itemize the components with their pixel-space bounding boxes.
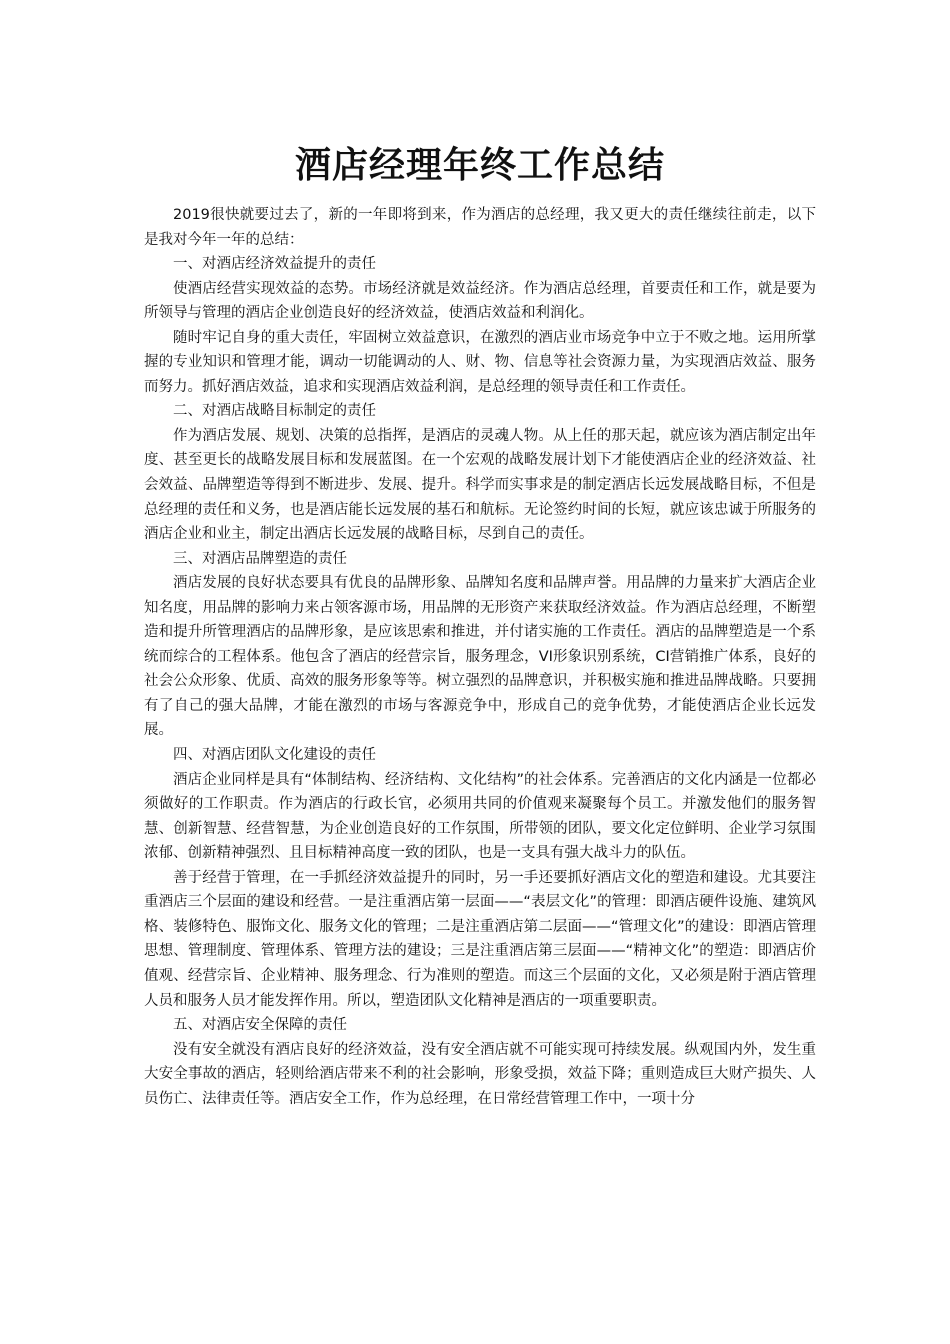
section-heading-4: 四、对酒店团队文化建设的责任 — [173, 747, 376, 764]
section-heading-5: 五、对酒店安全保障的责任 — [173, 1017, 347, 1034]
paragraph: 使酒店经营实现效益的态势。市场经济就是效益经济。作为酒店总经理，首要责任和工作，就是要为所领导与管理的酒店企业创造良好的经济效益，使酒店效益和利润化。 — [144, 280, 816, 322]
section-heading-1: 一、对酒店经济效益提升的责任 — [173, 256, 376, 273]
document-title: 酒店经理年终工作总结 — [294, 145, 665, 186]
paragraph: 酒店发展的良好状态要具有优良的品牌形象、品牌知名度和品牌声誉。用品牌的力量来扩大酒店企业知名度，用品牌的影响力来占领客源市场，用品牌的无形资产来获取经济效益。作为酒店总经理，不断塑造和提升所管理酒店的品牌形象，是应该思索和推进，并付诸实施的工作责任。酒店的品牌塑造是一个系统而综合的工程体系。他包含了酒店的经营宗旨，服务理念，VI形象识别系统，CI营销推广体系，良好的社会公众形象、优质、高效的服务形象等等。树立强烈的品牌意识，并积极实施和推进品牌战略。只要拥有了自己的强大品牌，才能在激烈的市场与客源竞争中，形成自己的竞争优势，才能使酒店企业长远发展。 — [144, 575, 816, 739]
paragraph: 酒店企业同样是具有“体制结构、经济结构、文化结构”的社会体系。完善酒店的文化内涵是一位都必须做好的工作职责。作为酒店的行政长官，必须用共同的价值观来凝聚每个员工。并激发他们的服务智慧、创新智慧、经营智慧，为企业创造良好的工作氛围，所带领的团队，要文化定位鲜明、企业学习氛围浓郁、创新精神强烈、且目标精神高度一致的团队，也是一支具有强大战斗力的队伍。 — [144, 771, 816, 862]
document-page — [144, 138, 816, 1111]
paragraph: 随时牢记自身的重大责任，牢固树立效益意识，在激烈的酒店业市场竞争中立于不败之地。运用所掌握的专业知识和管理才能，调动一切能调动的人、财、物、信息等社会资源力量，为实现酒店效益、服务而努力。抓好酒店效益，追求和实现酒店效益利润，是总经理的领导责任和工作责任。 — [144, 329, 816, 395]
paragraph: 善于经营于管理，在一手抓经济效益提升的同时，另一手还要抓好酒店文化的塑造和建设。尤其要注重酒店三个层面的建设和经营。一是注重酒店第一层面——“表层文化”的管理：即酒店硬件设施、建筑风格、装修特色、服饰文化、服务文化的管理；二是注重酒店第二层面——“管理文化”的建设：即酒店管理思想、管理制度、管理体系、管理方法的建设；三是注重酒店第三层面——“精神文化”的塑造：即酒店价值观、经营宗旨、企业精神、服务理念、行为准则的塑造。而这三个层面的文化，又必须是附于酒店管理人员和服务人员才能发挥作用。所以，塑造团队文化精神是酒店的一项重要职责。 — [144, 869, 816, 1009]
section-heading-3: 三、对酒店品牌塑造的责任 — [173, 550, 347, 567]
paragraph-intro: 2019很快就要过去了，新的一年即将到来，作为酒店的总经理，我又更大的责任继续往前走，以下是我对今年一年的总结： — [144, 207, 816, 248]
paragraph: 作为酒店发展、规划、决策的总指挥，是酒店的灵魂人物。从上任的那天起，就应该为酒店制定出年度、甚至更长的战略发展目标和发展蓝图。在一个宏观的战略发展计划下才能使酒店企业的经济效益、社会效益、品牌塑造等得到不断进步、发展、提升。科学而实事求是的制定酒店长远发展战略目标，不但是总经理的责任和义务，也是酒店能长远发展的基石和航标。无论签约时间的长短，就应该忠诚于所服务的酒店企业和业主，制定出酒店长远发展的战略目标，尽到自己的责任。 — [144, 427, 816, 543]
section-heading-2: 二、对酒店战略目标制定的责任 — [173, 403, 376, 420]
paragraph: 没有安全就没有酒店良好的经济效益，没有安全酒店就不可能实现可持续发展。纵观国内外，发生重大安全事故的酒店，轻则给酒店带来不利的社会影响，形象受损，效益下降；重则造成巨大财产损失、人员伤亡、法律责任等。酒店安全工作，作为总经理，在日常经营管理工作中，一项十分 — [144, 1041, 816, 1107]
